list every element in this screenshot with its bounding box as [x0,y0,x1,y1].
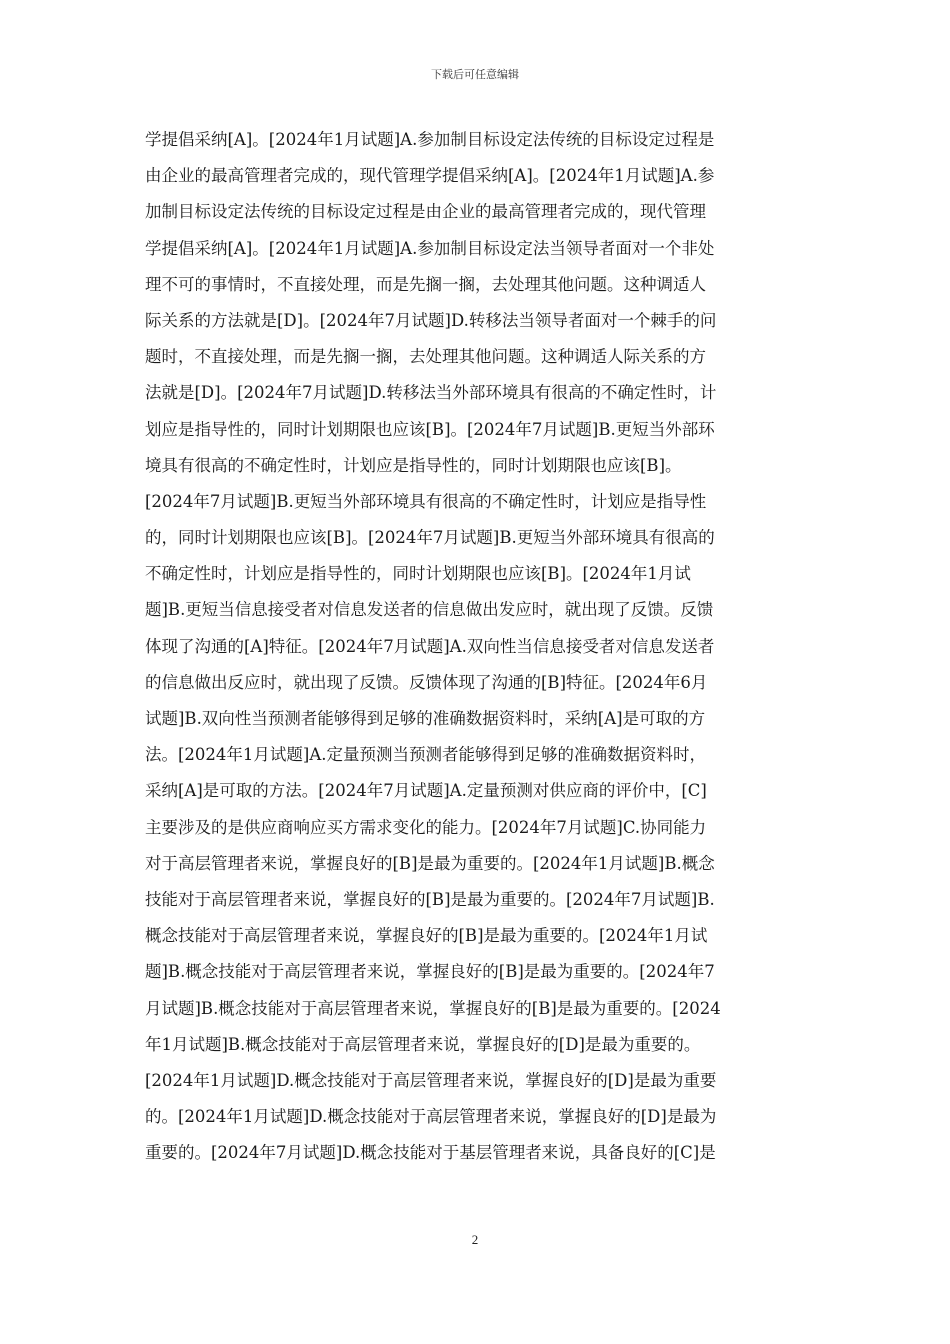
text-line: 题]B.更短当信息接受者对信息发送者的信息做出发应时，就出现了反馈。反馈 [145,600,714,620]
text-line: 划应是指导性的，同时计划期限也应该[B]。[2024年7月试题]B.更短当外部环 [145,419,715,439]
text-line: 的信息做出反应时，就出现了反馈。反馈体现了沟通的[B]特征。[2024年6月 [145,672,708,692]
text-line: 概念技能对于高层管理者来说，掌握良好的[B]是最为重要的。[2024年1月试 [145,926,708,946]
text-line: 法就是[D]。[2024年7月试题]D.转移法当外部环境具有很高的不确定性时，计 [145,383,717,403]
text-line: 题时，不直接处理，而是先搁一搁，去处理其他问题。这种调适人际关系的方 [145,347,706,367]
text-line: 采纳[A]是可取的方法。[2024年7月试题]A.定量预测对供应商的评价中，[C] [145,781,707,801]
text-line: 试题]B.双向性当预测者能够得到足够的准确数据资料时，采纳[A]是可取的方 [145,709,706,728]
page-header: 下载后可任意编辑 [431,68,519,81]
text-line: 对于高层管理者来说，掌握良好的[B]是最为重要的。[2024年1月试题]B.概念 [145,853,715,873]
text-line: 的，同时计划期限也应该[B]。[2024年7月试题]B.更短当外部环境具有很高的 [145,528,715,548]
text-line: 由企业的最高管理者完成的，现代管理学提倡采纳[A]。[2024年1月试题]A.参 [145,166,715,186]
page-number: 2 [471,1232,479,1247]
text-line: [2024年7月试题]B.更短当外部环境具有很高的不确定性时，计划应是指导性 [145,491,707,511]
text-line: 体现了沟通的[A]特征。[2024年7月试题]A.双向性当信息接受者对信息发送者 [145,636,715,656]
text-line: 加制目标设定法传统的目标设定过程是由企业的最高管理者完成的，现代管理 [145,202,706,222]
text-line: 重要的。[2024年7月试题]D.概念技能对于基层管理者来说，具备良好的[C]是 [145,1143,716,1163]
body-text [145,122,810,1171]
text-line: 主要涉及的是供应商响应买方需求变化的能力。[2024年7月试题]C.协同能力 [145,817,707,837]
text-line: 年1月试题]B.概念技能对于高层管理者来说，掌握良好的[D]是最为重要的。 [145,1034,701,1054]
text-line: 际关系的方法就是[D]。[2024年7月试题]D.转移法当领导者面对一个棘手的问 [145,310,717,330]
text-line: 法。[2024年1月试题]A.定量预测当预测者能够得到足够的准确数据资料时， [145,745,707,765]
text-line: 学提倡采纳[A]。[2024年1月试题]A.参加制目标设定法传统的目标设定过程是 [145,130,715,149]
text-line: 题]B.概念技能对于高层管理者来说，掌握良好的[B]是最为重要的。[2024年7 [145,962,715,982]
text-line: 的。[2024年1月试题]D.概念技能对于高层管理者来说，掌握良好的[D]是最为 [145,1107,717,1127]
text-line: 境具有很高的不确定性时，计划应是指导性的，同时计划期限也应该[B]。 [145,455,682,475]
text-line: [2024年1月试题]D.概念技能对于高层管理者来说，掌握良好的[D]是最为重要 [145,1070,717,1090]
text-line: 不确定性时，计划应是指导性的，同时计划期限也应该[B]。[2024年1月试 [145,564,691,584]
text-line: 学提倡采纳[A]。[2024年1月试题]A.参加制目标设定法当领导者面对一个非处 [145,238,715,258]
text-line: 技能对于高层管理者来说，掌握良好的[B]是最为重要的。[2024年7月试题]B. [145,889,715,909]
text-line: 理不可的事情时，不直接处理，而是先搁一搁，去处理其他问题。这种调适人 [145,274,706,294]
text-line: 月试题]B.概念技能对于高层管理者来说，掌握良好的[B]是最为重要的。[2024 [145,998,721,1018]
